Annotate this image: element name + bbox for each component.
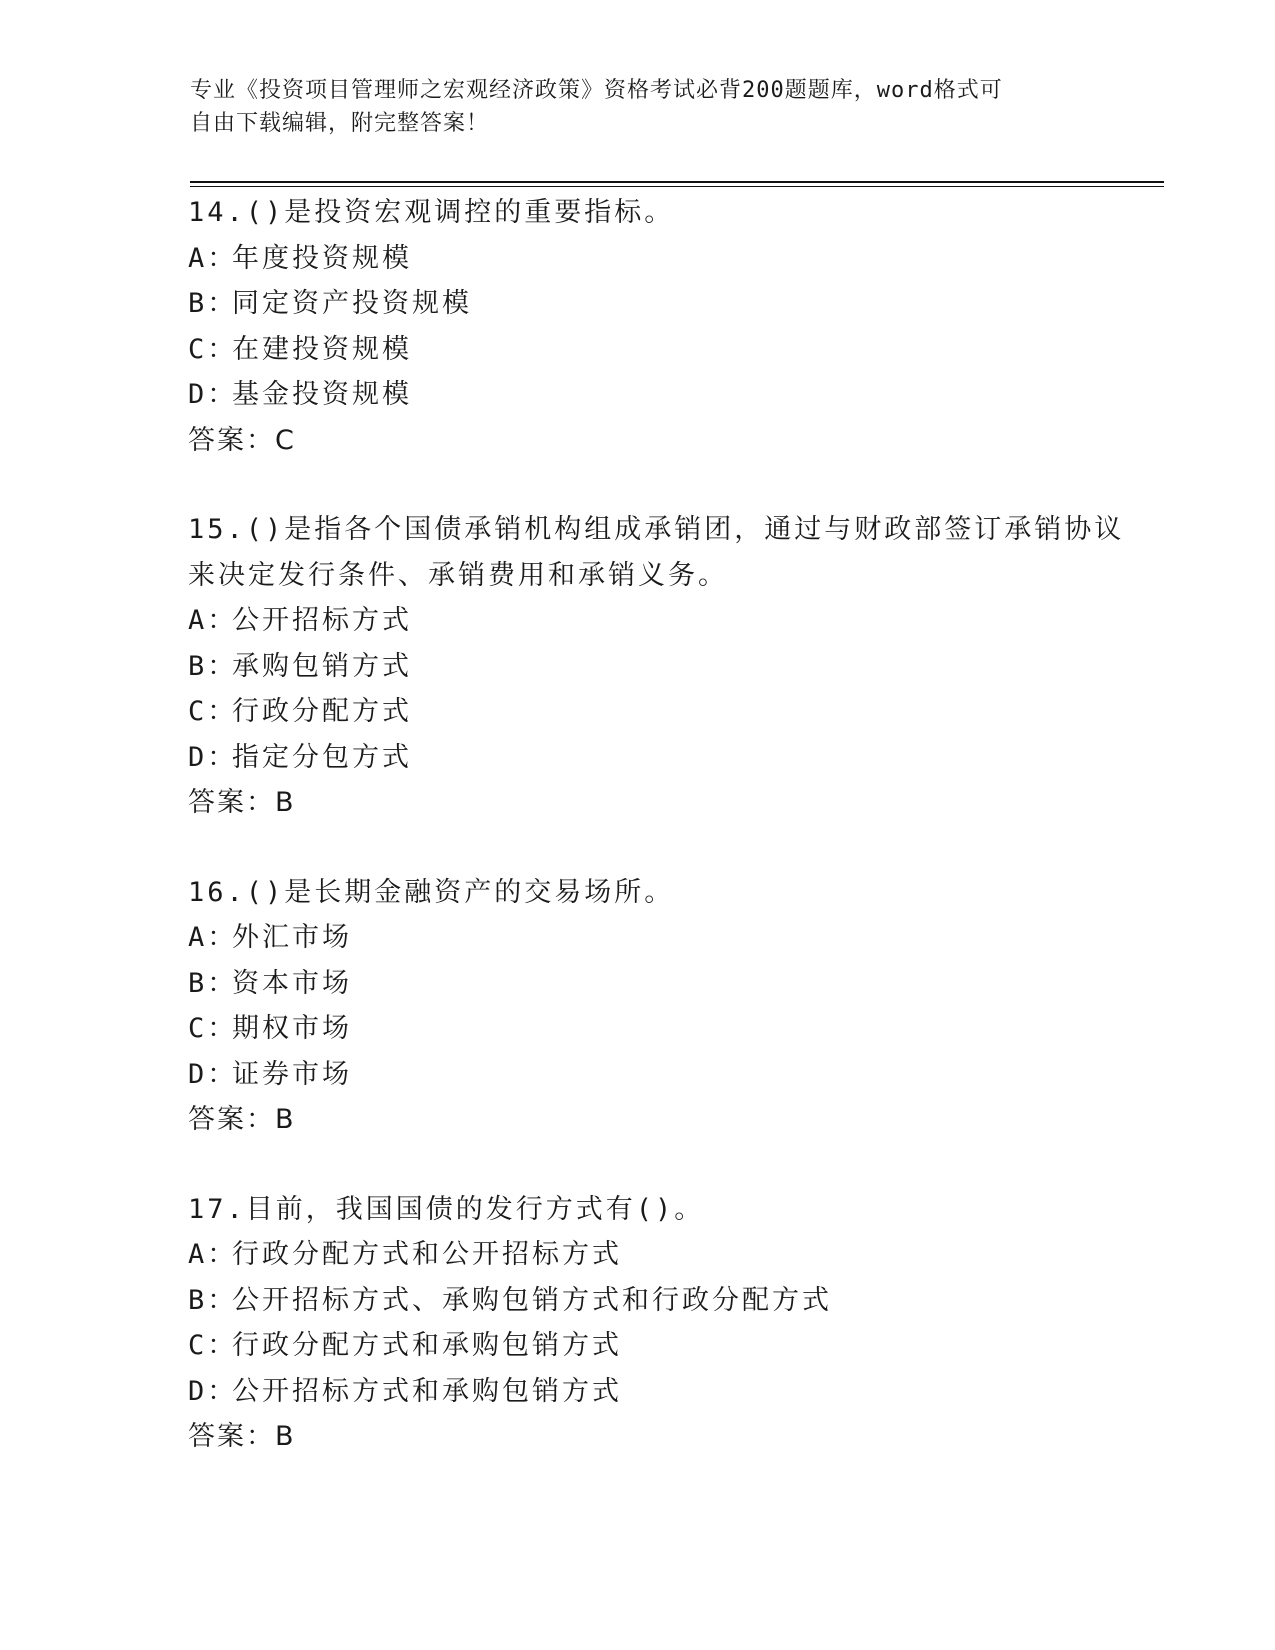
question-stem: 16.()是长期金融资产的交易场所。	[188, 876, 675, 908]
option-key: B：	[188, 650, 238, 682]
option-key: C：	[188, 1013, 238, 1044]
option-text: 行政分配方式和承购包销方式	[232, 1330, 622, 1361]
option-text: 外汇市场	[232, 922, 352, 953]
option-key: D：	[188, 1058, 238, 1090]
option-key: C：	[188, 696, 238, 727]
option-text: 行政分配方式	[232, 696, 412, 727]
document-header	[190, 74, 1090, 140]
option-text: 期权市场	[232, 1013, 352, 1044]
option-a	[188, 236, 1148, 282]
option-b	[188, 281, 1148, 327]
option-text: 公开招标方式、承购包销方式和行政分配方式	[232, 1284, 832, 1316]
question-stem: 15.()是指各个国债承销机构组成承销团，通过与财政部签订承销协议来决定发行条件、承销费用和承销义务。	[188, 514, 1125, 591]
option-key: D：	[188, 741, 238, 773]
option-d	[188, 735, 1148, 781]
option-key: B：	[188, 288, 238, 319]
option-text: 基金投资规模	[232, 379, 412, 410]
header-rule-thin	[190, 186, 1164, 187]
option-text: 年度投资规模	[232, 242, 412, 274]
option-key: C：	[188, 333, 238, 365]
option-c	[188, 1323, 1148, 1369]
option-b	[188, 1278, 1148, 1324]
option-c	[188, 689, 1148, 735]
header-line-1: 专业《投资项目管理师之宏观经济政策》资格考试必背200题题库，word格式可	[190, 78, 1003, 103]
option-b	[188, 961, 1148, 1007]
option-key: B：	[188, 967, 238, 999]
option-text: 资本市场	[232, 967, 352, 999]
question-stem: 14.()是投资宏观调控的重要指标。	[188, 197, 675, 228]
answer-line: 答案：B	[188, 1421, 296, 1452]
option-d	[188, 1369, 1148, 1415]
question-17	[188, 1187, 1148, 1460]
option-key: A：	[188, 1239, 238, 1270]
option-text: 公开招标方式	[232, 605, 412, 636]
option-text: 指定分包方式	[232, 741, 412, 773]
option-key: D：	[188, 379, 238, 410]
option-key: A：	[188, 242, 238, 274]
option-key: C：	[188, 1330, 238, 1361]
option-text: 在建投资规模	[232, 333, 412, 365]
answer-line: 答案：C	[188, 424, 296, 456]
question-16	[188, 870, 1148, 1143]
header-line-2: 自由下载编辑，附完整答案！	[190, 111, 490, 136]
option-key: A：	[188, 605, 238, 636]
option-text: 同定资产投资规模	[232, 288, 472, 319]
question-stem: 17.目前，我国国债的发行方式有()。	[188, 1193, 705, 1225]
option-text: 行政分配方式和公开招标方式	[232, 1239, 622, 1270]
option-a	[188, 1232, 1148, 1278]
option-text: 公开招标方式和承购包销方式	[232, 1375, 622, 1407]
answer-line: 答案：B	[188, 1104, 296, 1135]
question-14	[188, 190, 1148, 463]
option-d	[188, 1052, 1148, 1098]
header-rule-thick	[190, 181, 1164, 183]
option-key: A：	[188, 922, 238, 953]
option-key: B：	[188, 1284, 238, 1316]
option-d	[188, 372, 1148, 418]
answer-line: 答案：B	[188, 787, 296, 818]
option-c	[188, 1006, 1148, 1052]
question-15	[188, 507, 1148, 826]
question-list	[188, 190, 1148, 1504]
option-key: D：	[188, 1375, 238, 1407]
option-text: 证券市场	[232, 1058, 352, 1090]
option-text: 承购包销方式	[232, 650, 412, 682]
option-c	[188, 327, 1148, 373]
option-a	[188, 598, 1148, 644]
option-b	[188, 644, 1148, 690]
option-a	[188, 915, 1148, 961]
